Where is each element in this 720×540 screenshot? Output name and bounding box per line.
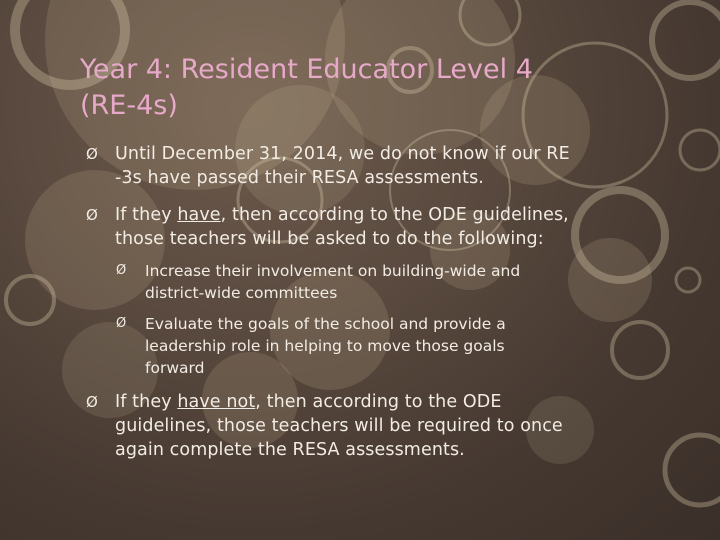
bullet-2-underlined-text: have (177, 205, 221, 225)
bullet-3-underlined-text: have not (177, 392, 256, 412)
bullet-1-line-1: Until December 31, 2014, we do not know if our RE (115, 144, 570, 164)
sub-bullet-2-line-3: forward (145, 359, 205, 377)
bullet-2-line-2: those teachers will be asked to do the following: (115, 229, 544, 249)
bullet-2-line-1 (115, 203, 666, 227)
arrow-bullet-icon: Ø (116, 263, 127, 278)
slide-title-line-1: Year 4: Resident Educator Level 4 (80, 54, 533, 85)
bullet-item-2 (86, 203, 666, 251)
bullet-2-text-before: If they (115, 205, 178, 225)
slide-title-line-2: (RE-4s) (80, 90, 178, 121)
bullet-item-1 (86, 142, 666, 190)
sub-bullet-2-line-1: Evaluate the goals of the school and provide a (145, 315, 506, 333)
slide-title (80, 52, 680, 124)
bullet-list (86, 142, 666, 462)
sub-bullet-2-line-2: leadership role in helping to move those goals (145, 337, 505, 355)
bullet-3-text-after: , then according to the ODE (255, 392, 502, 412)
sub-bullet-1-line-2: district-wide committees (145, 284, 338, 302)
arrow-bullet-icon: Ø (86, 206, 98, 224)
bullet-2-text-after: , then according to the ODE guidelines, (220, 205, 569, 225)
arrow-bullet-icon: Ø (86, 145, 98, 163)
bullet-3-line-1 (115, 390, 666, 414)
bullet-3-line-2: guidelines, those teachers will be required to once (115, 416, 563, 436)
arrow-bullet-icon: Ø (116, 316, 127, 331)
arrow-bullet-icon: Ø (86, 393, 98, 411)
bullet-3-text-before: If they (115, 392, 178, 412)
bullet-item-3 (86, 390, 666, 462)
sub-bullet-1-line-1: Increase their involvement on building-wide and (145, 262, 521, 280)
sub-bullet-item-1 (116, 260, 666, 304)
bullet-3-line-3: again complete the RESA assessments. (115, 440, 465, 460)
bullet-1-line-2: -3s have passed their RESA assessments. (115, 168, 484, 188)
sub-bullet-item-2 (116, 313, 666, 379)
